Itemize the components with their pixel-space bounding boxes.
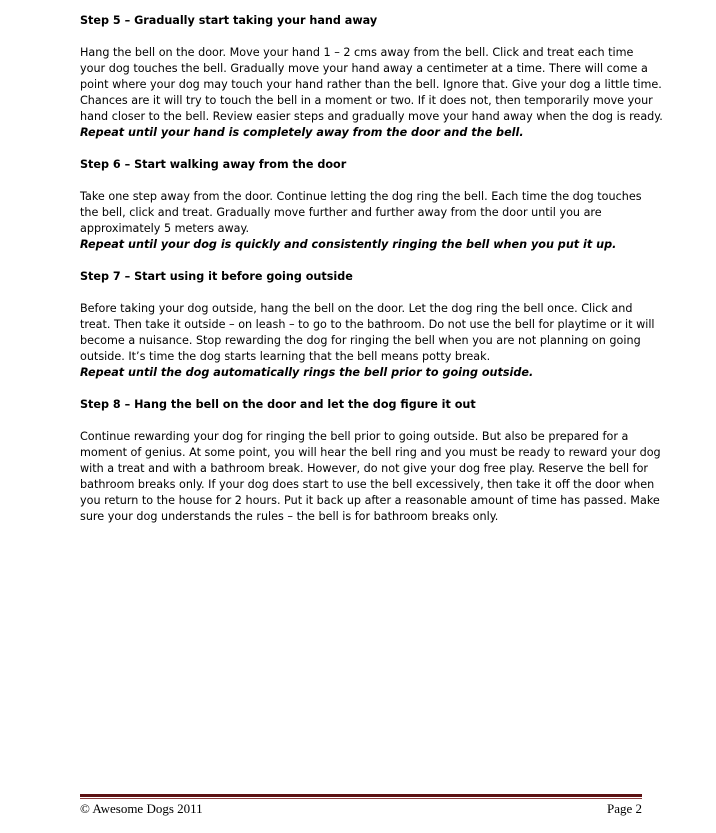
- footer-copyright: © Awesome Dogs 2011: [80, 801, 203, 816]
- footer-divider-thin: [80, 798, 642, 799]
- paragraph-line: with a treat and with a bathroom break. However, do not give your dog free play. Reserve the bell for: [80, 462, 649, 475]
- paragraph-line: Continue rewarding your dog for ringing the bell prior to going outside. But also be prepared for a: [80, 430, 629, 443]
- paragraph-line: your dog touches the bell. Gradually move your hand away a centimeter at a time. There will come a: [80, 62, 648, 75]
- paragraph-line: Chances are it will try to touch the bell in a moment or two. If it does not, then temporarily move your: [80, 94, 653, 107]
- paragraph-line: outside. It’s time the dog starts learning that the bell means potty break.: [80, 350, 491, 363]
- paragraph-line: you return to the house for 2 hours. Put it back up after a reasonable amount of time has passed. Make: [80, 494, 660, 507]
- page-number: Page 2: [606, 801, 642, 816]
- step-7-section: [80, 269, 655, 381]
- paragraph-line: Hang the bell on the door. Move your hand 1 – 2 cms away from the bell. Click and treat each time: [80, 46, 634, 59]
- step-6-repeat-instruction: Repeat until your dog is quickly and consistently ringing the bell when you put it up.: [80, 238, 617, 251]
- step-5-section: [80, 13, 663, 141]
- step-6-heading: Step 6 – Start walking away from the door: [80, 158, 347, 171]
- step-5-paragraph: [80, 45, 663, 141]
- paragraph-line: Take one step away from the door. Continue letting the dog ring the bell. Each time the dog touches: [80, 190, 642, 203]
- step-5-repeat-instruction: Repeat until your hand is completely away from the door and the bell.: [80, 126, 524, 139]
- paragraph-line: bathroom breaks only. If your dog does start to use the bell excessively, then take it off the door when: [80, 478, 655, 491]
- paragraph-line: hand closer to the bell. Review easier steps and gradually move your hand away when the dog is ready.: [80, 110, 663, 123]
- step-6-section: [80, 157, 648, 253]
- paragraph-line: approximately 5 meters away.: [80, 222, 250, 235]
- paragraph-line: Before taking your dog outside, hang the bell on the door. Let the dog ring the bell once. Click and: [80, 302, 633, 315]
- step-7-repeat-instruction: Repeat until the dog automatically rings the bell prior to going outside.: [80, 366, 534, 379]
- step-8-heading: Step 8 – Hang the bell on the door and let the dog figure it out: [80, 398, 476, 411]
- paragraph-line: moment of genius. At some point, you will hear the bell ring and you must be ready to reward your dog: [80, 446, 661, 459]
- step-8-paragraph: [80, 429, 661, 525]
- step-8-section: [80, 397, 661, 525]
- paragraph-line: point where your dog may touch your hand rather than the bell. Ignore that. Give your dog a little time.: [80, 78, 662, 91]
- paragraph-line: treat. Then take it outside – on leash – to go to the bathroom. Do not use the bell for playtime or it will: [80, 318, 655, 331]
- step-7-heading: Step 7 – Start using it before going outside: [80, 270, 353, 283]
- footer-divider: [80, 794, 642, 797]
- step-7-paragraph: [80, 301, 655, 381]
- step-5-heading: Step 5 – Gradually start taking your hand away: [80, 14, 378, 27]
- document-body: [80, 13, 663, 525]
- page-footer: [80, 800, 642, 818]
- step-6-paragraph: [80, 189, 648, 253]
- paragraph-line: become a nuisance. Stop rewarding the dog for ringing the bell when you are not planning on going: [80, 334, 641, 347]
- paragraph-line: sure your dog understands the rules – the bell is for bathroom breaks only.: [80, 510, 499, 523]
- paragraph-line: the bell, click and treat. Gradually move further and further away from the door until you are: [80, 206, 602, 219]
